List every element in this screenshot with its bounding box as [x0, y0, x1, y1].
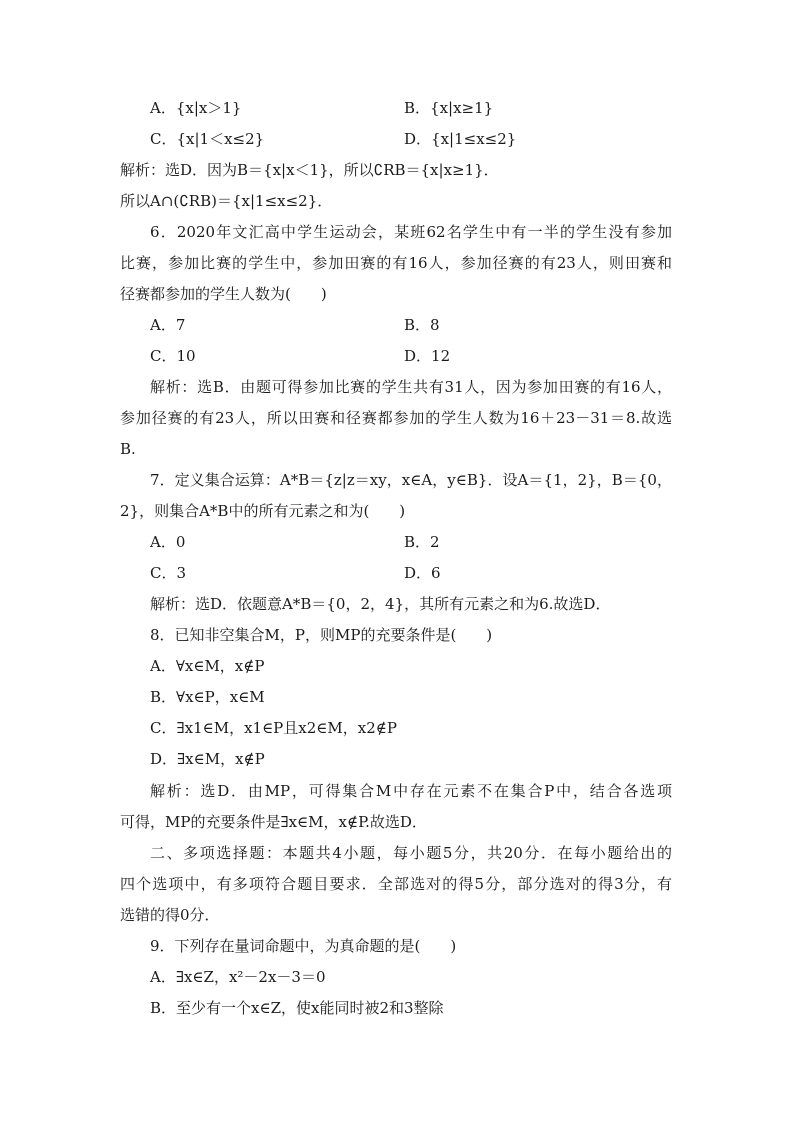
option-a: A．7 [150, 316, 186, 334]
option-d: D．{x|1≤x≤2} [404, 130, 517, 148]
option-b: B．{x|x≥1} [404, 99, 494, 117]
document-page: A．{x|x＞1} B．{x|x≥1} C．{x|1＜x≤2} D．{x|1≤x≤2} 解析：选D．因为B＝{x|x＜1}，所以∁RB＝{x|x≥1}． 所以A∩(∁RB)＝{x|1≤x≤2}． 6．2020年文汇高中学生运动会，某班62名学生中有一半的学生没有参加 比赛，参加比赛的学生中，参加田赛的有16人，参加径赛的有23人，则田赛和 径赛都参加的学生人数为( ) A．7 B．8 C．10 D．12 解析：选B．由题可得参加比赛的学生共有31人，因为参加田赛的有16人， 参加径赛的有23人，所以田赛和径赛都参加的学生人数为16＋23－31＝8.故选 B. 7．定义集合运算：A*B＝{z|z＝xy，x∈A，y∈B}．设A＝{1，2}，B＝{0， 2}，则集合A*B中的所有元素之和为( ) A．0 B．2 C．3 D．6 解析：选D．依题意A*B＝{0，2，4}，其所有元素之和为6.故选D． 8．已知非空集合M，P，则MP的充要条件是( ) A．∀x∈M，x∉P B．∀x∈P，x∈M C．∃x1∈M，x1∈P且x2∈M，x2∉P D．∃x∈M，x∉P 解析：选D．由MP，可得集合M中存在元素不在集合P中，结合各选项 可得，MP的充要条件是∃x∈M，x∉P.故选D． 二、多项选择题：本题共4小题，每小题5分，共20分．在每小题给出的 四个选项中，有多项符合题目要求．全部选对的得5分，部分选对的得3分，有 选错的得0分． 9．下列存在量词命题中，为真命题的是( ) A．∃x∈Z，x²－2x－3＝0 B．至少有一个x∈Z，使x能同时被2和3整除 [0, 0, 794, 1123]
option-d: D．6 [404, 564, 441, 582]
option-a: A．{x|x＞1} [150, 99, 242, 117]
option-c: C．10 [150, 347, 196, 365]
option-d: D．12 [404, 347, 451, 365]
option-c: C．{x|1＜x≤2} [150, 130, 265, 148]
option-a: A．0 [150, 533, 186, 551]
option-c: C．3 [150, 564, 187, 582]
option-b: B．8 [404, 316, 440, 334]
option-b: B．2 [404, 533, 440, 551]
